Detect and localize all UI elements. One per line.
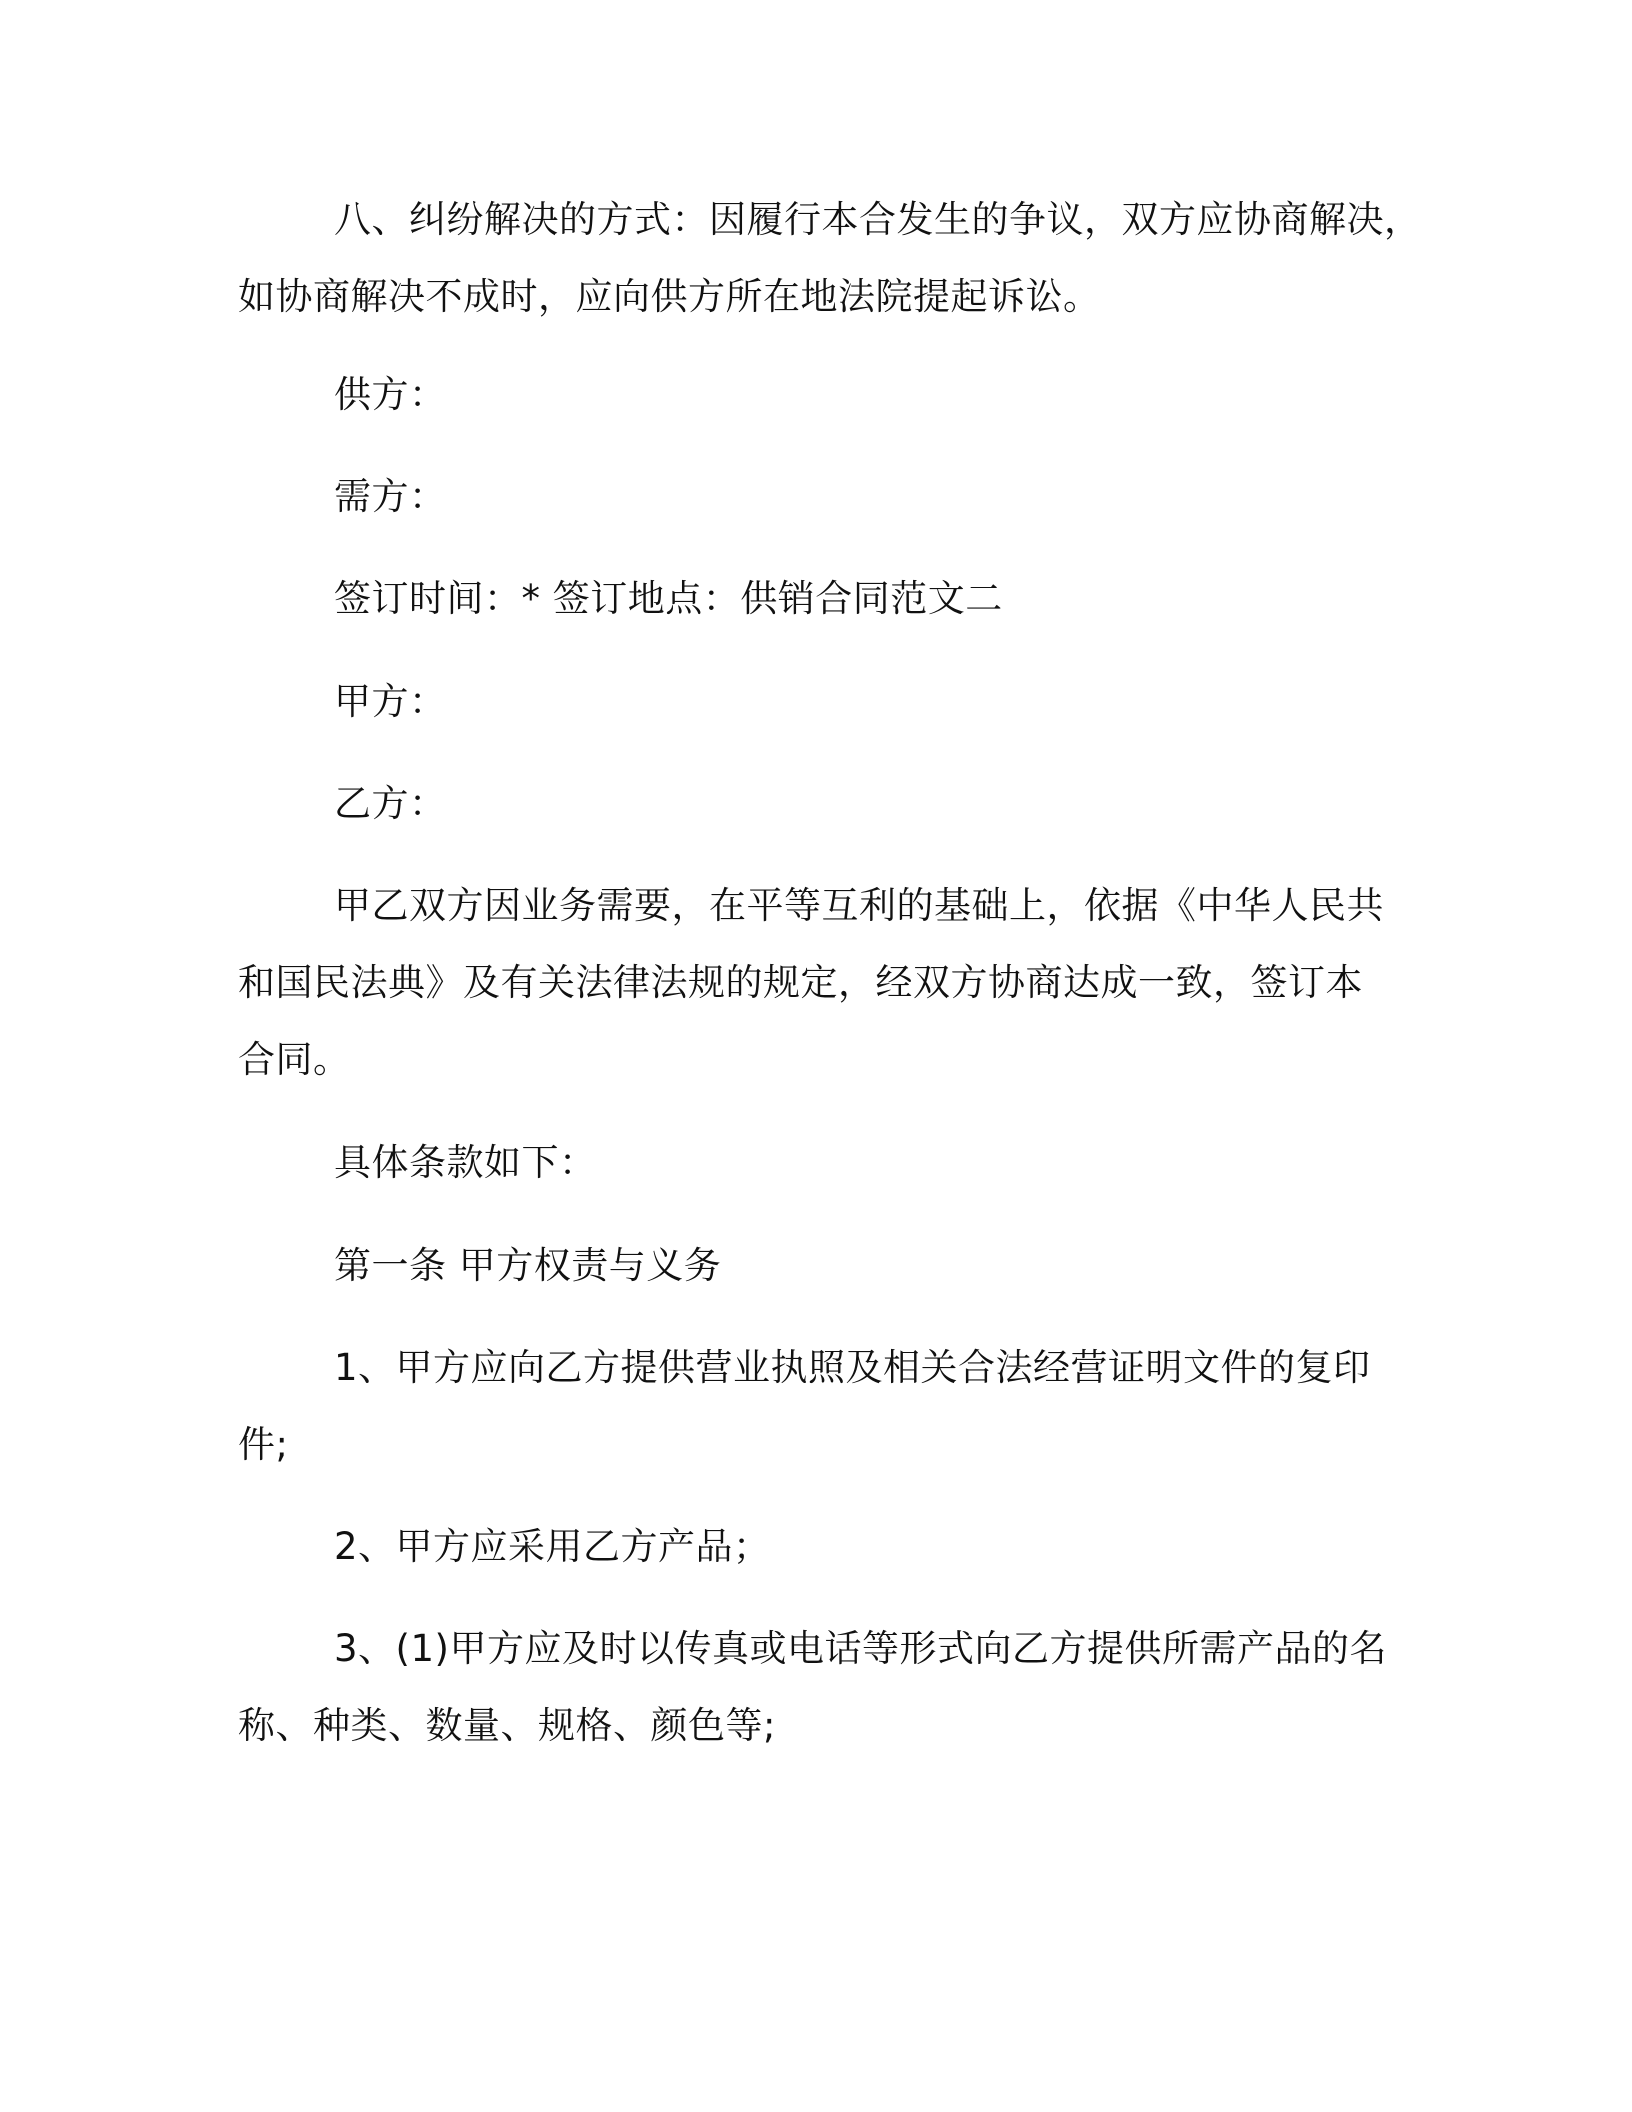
paragraph-dispute-resolution (238, 181, 1422, 335)
text-line: 如协商解决不成时，应向供方所在地法院提起诉讼。 (238, 275, 1101, 318)
text-line: 称、种类、数量、规格、颜色等; (238, 1704, 776, 1747)
supplier-label: 供方： (334, 373, 447, 416)
clause-2 (238, 1508, 1398, 1585)
sign-info-text: 签订时间：* 签订地点：供销合同范文二 (334, 577, 1003, 620)
buyer-label: 需方： (334, 475, 447, 518)
text-line: 甲乙双方因业务需要，在平等互利的基础上，依据《中华人民共 (334, 884, 1384, 927)
article-1-heading (238, 1227, 1398, 1304)
text-line: 3、(1)甲方应及时以传真或电话等形式向乙方提供所需产品的名 (334, 1627, 1387, 1670)
text-line: 八、纠纷解决的方式：因履行本合发生的争议，双方应协商解决， (334, 198, 1422, 241)
text-line: 1、甲方应向乙方提供营业执照及相关合法经营证明文件的复印 (334, 1346, 1371, 1389)
text-line: 件; (238, 1423, 289, 1466)
clause-1 (238, 1329, 1398, 1483)
party-b-label: 乙方： (334, 782, 447, 825)
paragraph-sign-info (238, 560, 1398, 637)
text-line: 2、甲方应采用乙方产品； (334, 1525, 771, 1568)
paragraph-party-a (238, 663, 1398, 740)
text-line: 合同。 (238, 1038, 351, 1081)
paragraph-terms-intro (238, 1124, 1398, 1201)
clause-3 (238, 1610, 1398, 1764)
text-line: 和国民法典》及有关法律法规的规定，经双方协商达成一致，签订本 (238, 961, 1363, 1004)
party-a-label: 甲方： (334, 680, 447, 723)
paragraph-preamble (238, 867, 1398, 1098)
terms-intro-text: 具体条款如下： (334, 1141, 597, 1184)
paragraph-party-b (238, 765, 1398, 842)
paragraph-buyer (238, 458, 1398, 535)
paragraph-supplier (238, 356, 1398, 433)
article-1-title: 第一条 甲方权责与义务 (334, 1244, 722, 1287)
